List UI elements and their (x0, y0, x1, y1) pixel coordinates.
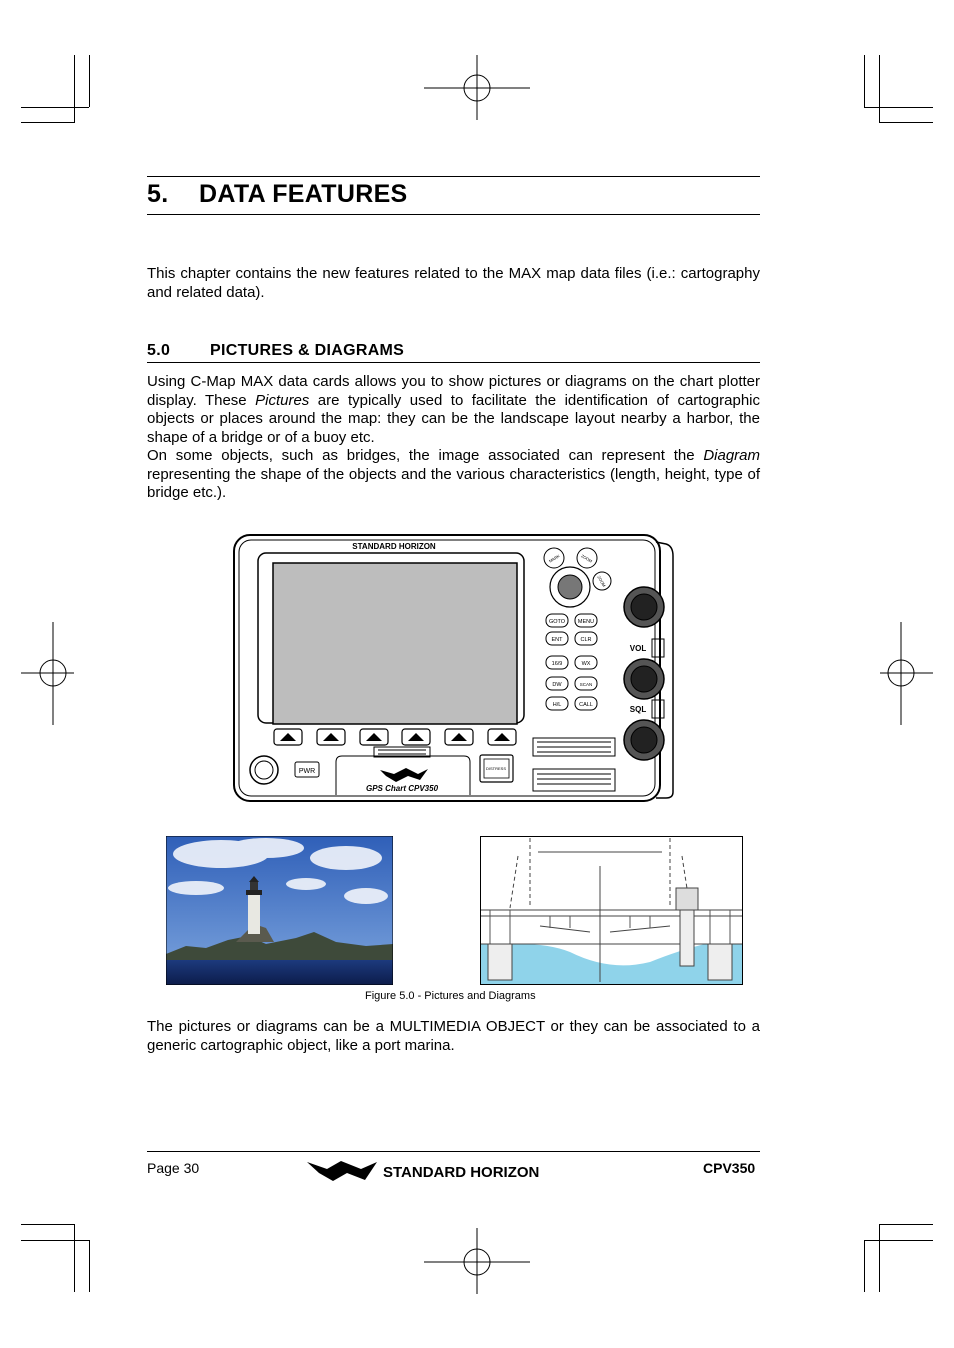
section-number: 5.0 (147, 342, 171, 359)
chapter-title (147, 180, 408, 209)
body-text: representing the shape of the objects and the various characteristics (length, height, type of bridge etc.). (147, 465, 760, 502)
page-number: Page 30 (147, 1160, 200, 1176)
intro-paragraph: This chapter contains the new features related to the MAX map data files (i.e.: cartography and related data). (147, 265, 760, 301)
wx-button-label: WX (581, 661, 591, 667)
body-text: Using C-Map MAX data cards allows you to show pictures or diagrams on the chart plotter display. These (147, 373, 760, 409)
closing-paragraph: The pictures or diagrams can be a MULTIMEDIA OBJECT or they can be associated to a generic cartographic object, like a port marina. (147, 1018, 760, 1054)
body-paragraph-1 (147, 373, 760, 447)
bridge-diagram (480, 836, 743, 985)
channel-16-9-button-label: 16/9 (551, 661, 563, 667)
lighthouse-picture (166, 836, 393, 985)
zoom-out-button-label: ZOOM (596, 574, 607, 588)
scan-button-label: SCAN (579, 682, 593, 687)
device-model: GPS Chart CPV350 (365, 784, 439, 793)
chapter-number: 5. (147, 180, 169, 208)
emphasis-diagram: Diagram (703, 447, 760, 464)
goto-button-label: GOTO (548, 619, 566, 625)
distress-button-label: DISTRESS (485, 766, 507, 771)
footer-brand: STANDARD HORIZON (383, 1164, 540, 1181)
footer-model: CPV350 (703, 1160, 756, 1176)
vol-label: VOL (629, 644, 647, 653)
ent-button-label: ENT (551, 637, 563, 643)
sql-label: SQL (629, 705, 647, 714)
body-text: are typically used to facilitate the identification of cartographic objects or places around the map: they can be the landscape layout nearby a harbor, the shape of a bridge or of a buoy etc. (147, 391, 760, 446)
pwr-button-label: PWR (298, 768, 316, 775)
heading-top-rule (147, 176, 760, 177)
menu-button-label: MENU (577, 619, 595, 625)
standard-horizon-logo (305, 1158, 605, 1184)
clr-button-label: CLR (580, 637, 592, 643)
figure-caption: Figure 5.0 - Pictures and Diagrams (365, 990, 536, 1002)
section-title (147, 342, 404, 360)
footer-rule (147, 1151, 760, 1152)
chart-plotter-illustration (228, 530, 680, 805)
zoom-in-button-label: ZOOM (580, 553, 594, 564)
emphasis-pictures: Pictures (255, 391, 310, 409)
hl-button-label: H/L (552, 702, 562, 708)
device-brand: STANDARD HORIZON (352, 542, 436, 551)
body-text: On some objects, such as bridges, the image associated can represent the (147, 447, 704, 464)
heading-bottom-rule (147, 214, 760, 215)
section-rule (147, 362, 760, 363)
dw-button-label: DW (552, 682, 562, 688)
call-button-label: CALL (579, 702, 593, 708)
mark-button-label: MARK (547, 553, 561, 564)
chapter-name: DATA FEATURES (199, 180, 408, 208)
section-name: PICTURES & DIAGRAMS (210, 342, 405, 359)
body-paragraph-2 (147, 447, 760, 503)
